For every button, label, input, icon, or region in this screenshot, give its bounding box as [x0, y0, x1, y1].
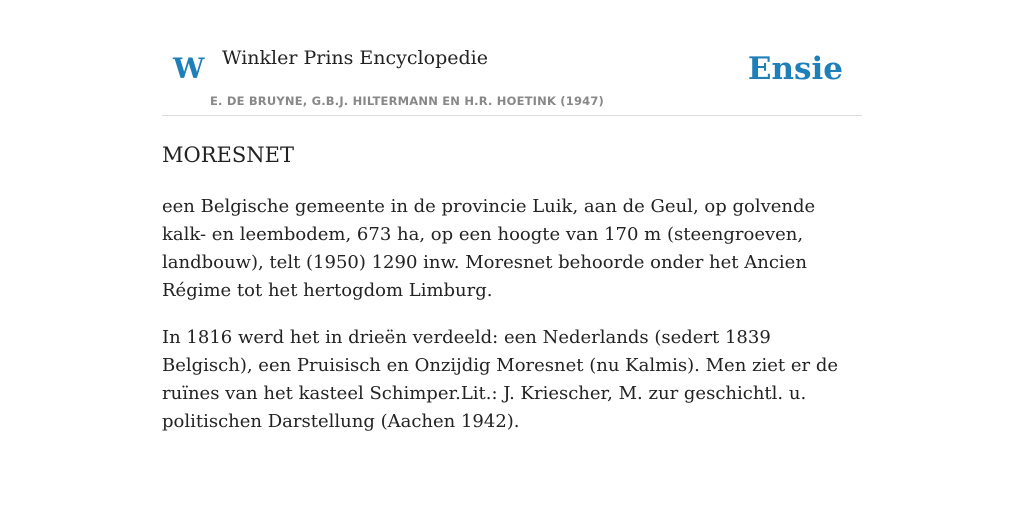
winkler-prins-logo[interactable]: W: [173, 52, 205, 85]
entry-title: MORESNET: [162, 143, 294, 167]
entry-paragraph: In 1816 werd het in drieën verdeeld: een Nederlands (sedert 1839 Belgisch), een Pruisisch en Onzijdig Moresnet (nu Kalmis). Men ziet er de ruïnes van het kasteel Schimper.Lit.: J. Kriescher, M. zur geschichtl. u. politischen Darstellung (Aachen 1942).: [162, 327, 839, 432]
ensie-logo-link[interactable]: Ensie: [747, 51, 843, 87]
source-header: [162, 0, 862, 116]
source-authors: E. DE BRUYNE, G.B.J. HILTERMANN EN H.R. HOETINK (1947): [210, 94, 605, 108]
entry-body: [162, 193, 862, 436]
entry-paragraph: een Belgische gemeente in de provincie Luik, aan de Geul, op golvende kalk- en leembodem, 673 ha, op een hoogte van 170 m (steengroeven, landbouw), telt (1950) 1290 inw. Moresnet behoorde onder het Ancien Régime tot het hertogdom Limburg.: [162, 196, 816, 301]
page: [162, 0, 862, 436]
source-title[interactable]: Winkler Prins Encyclopedie: [222, 47, 488, 69]
